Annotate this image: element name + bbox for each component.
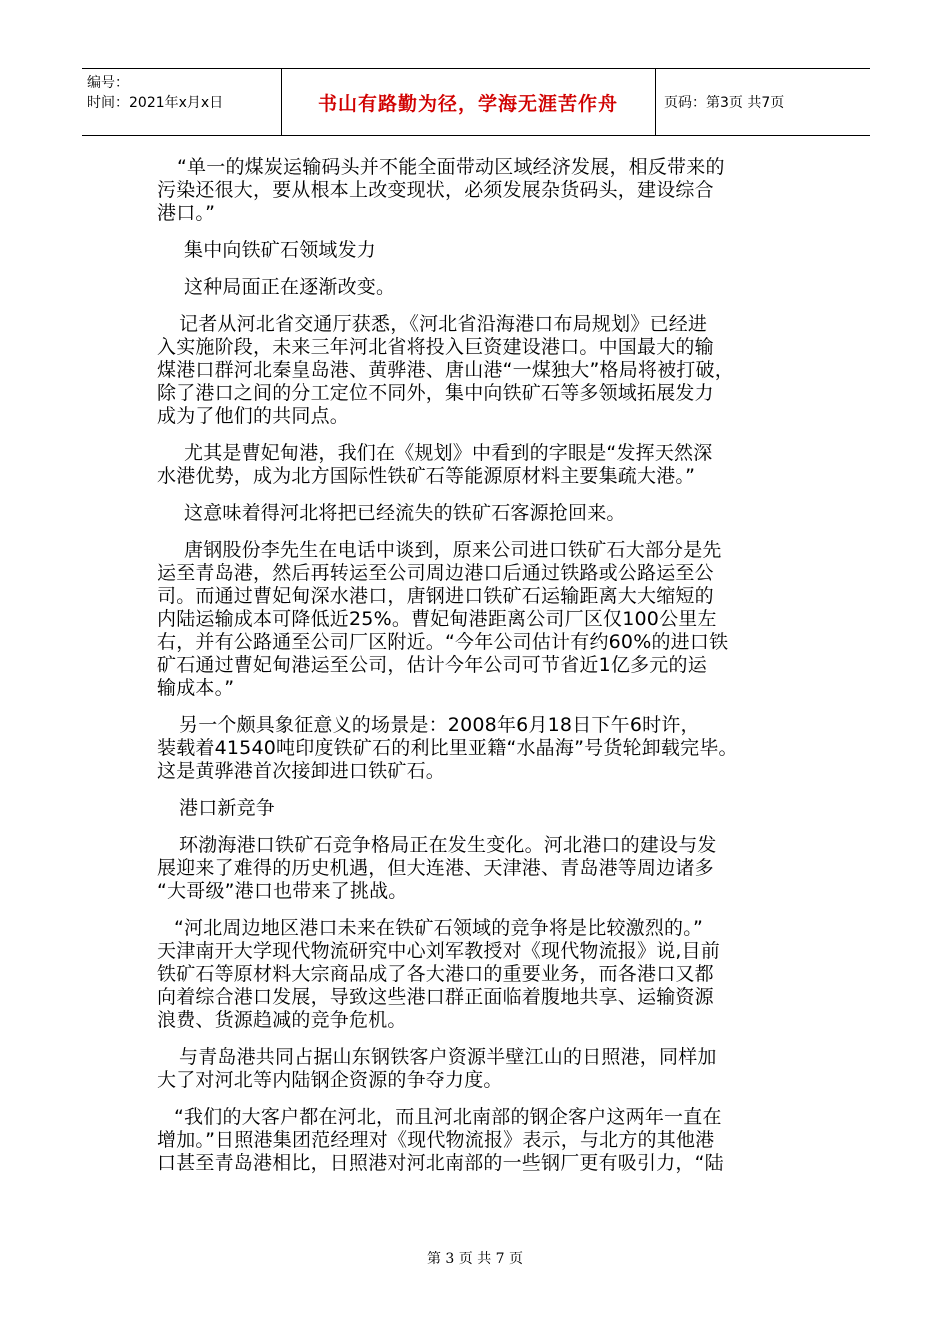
paragraph-line: 集中向铁矿石领域发力: [184, 239, 377, 261]
paragraph-line: 成为了他们的共同点。: [157, 405, 350, 427]
paragraph: [157, 239, 795, 262]
paragraph: [157, 1106, 795, 1175]
serial-number-label: 编号：: [87, 75, 129, 91]
paragraph-line: 这是黄骅港首次接卸进口铁矿石。: [157, 760, 446, 782]
paragraph-line: 输成本。”: [157, 677, 235, 699]
paragraph: [157, 502, 795, 525]
paragraph-line: 右，并有公路通至公司厂区附近。“今年公司估计有约60%的进口铁: [157, 631, 729, 653]
paragraph-line: 与青岛港共同占据山东钢铁客户资源半壁江山的日照港，同样加: [179, 1046, 717, 1068]
header-page-number: 页码：第3页 共7页: [664, 95, 785, 111]
page-footer: 第 3 页 共 7 页: [426, 1251, 524, 1267]
paragraph-line: 内陆运输成本可降低近25%。曹妃甸港距离公司厂区仅100公里左: [157, 608, 717, 630]
paragraph-line: 尤其是曹妃甸港，我们在《规划》中看到的字眼是“发挥天然深: [184, 442, 713, 464]
paragraph-line: 矿石通过曹妃甸港运至公司，估计今年公司可节省近1亿多元的运: [157, 654, 707, 676]
paragraph-line: 唐钢股份李先生在电话中谈到，原来公司进口铁矿石大部分是先: [184, 539, 722, 561]
paragraph: [157, 276, 795, 299]
paragraph-line: “河北周边地区港口未来在铁矿石领域的竞争将是比较激烈的。”: [174, 917, 703, 939]
paragraph-line: 向着综合港口发展，导致这些港口群正面临着腹地共享、运输资源: [157, 986, 714, 1008]
paragraph-line: 天津南开大学现代物流研究中心刘军教授对《现代物流报》说,目前: [157, 940, 721, 962]
paragraph-line: “大哥级”港口也带来了挑战。: [157, 880, 408, 902]
paragraph-line: 记者从河北省交通厅获悉，《河北省沿海港口布局规划》已经进: [179, 313, 708, 335]
paragraph-line: 大了对河北等内陆钢企资源的争夺力度。: [157, 1069, 503, 1091]
paragraph-line: 增加。”日照港集团范经理对《现代物流报》表示，与北方的其他港: [157, 1129, 715, 1151]
paragraph-line: 装载着41540吨印度铁矿石的利比里亚籍“水晶海”号货轮卸载完毕。: [157, 737, 738, 759]
paragraph: [157, 834, 795, 903]
time-label: 时间：2021年x月x日: [87, 95, 224, 111]
paragraph: [157, 156, 795, 225]
paragraph-line: 污染还很大，要从根本上改变现状，必须发展杂货码头，建设综合: [157, 179, 714, 201]
paragraph-line: 这种局面正在逐渐改变。: [184, 276, 396, 298]
document-body: [157, 156, 795, 1189]
paragraph-line: 口甚至青岛港相比，日照港对河北南部的一些钢厂更有吸引力，“陆: [157, 1152, 724, 1174]
paragraph-line: 港口新竞争: [179, 797, 276, 819]
paragraph: [157, 1046, 795, 1092]
paragraph-line: 运至青岛港，然后再转运至公司周边港口后通过铁路或公路运至公: [157, 562, 714, 584]
paragraph-line: 入实施阶段，未来三年河北省将投入巨资建设港口。中国最大的输: [157, 336, 714, 358]
paragraph: [157, 917, 795, 1032]
header-motto: 书山有路勤为径，学海无涯苦作舟: [317, 92, 618, 115]
paragraph-line: “我们的大客户都在河北，而且河北南部的钢企客户这两年一直在: [174, 1106, 722, 1128]
header-info: [87, 73, 223, 113]
paragraph: [157, 539, 795, 700]
paragraph-line: 除了港口之间的分工定位不同外，集中向铁矿石等多领域拓展发力: [157, 382, 714, 404]
paragraph-line: 煤港口群河北秦皇岛港、黄骅港、唐山港“一煤独大”格局将被打破，: [157, 359, 734, 381]
header-divider: [655, 69, 656, 135]
document-header: [82, 68, 870, 136]
paragraph: [157, 313, 795, 428]
paragraph-line: 水港优势，成为北方国际性铁矿石等能源原材料主要集疏大港。”: [157, 465, 696, 487]
paragraph-line: 这意味着得河北将把已经流失的铁矿石客源抢回来。: [184, 502, 626, 524]
paragraph-line: 展迎来了难得的历史机遇，但大连港、天津港、青岛港等周边诸多: [157, 857, 714, 879]
paragraph-line: 环渤海港口铁矿石竞争格局正在发生变化。河北港口的建设与发: [179, 834, 717, 856]
paragraph: [157, 714, 795, 783]
paragraph-line: 港口。”: [157, 202, 216, 224]
paragraph-line: 另一个颇具象征意义的场景是：2008年6月18日下午6时许，: [179, 714, 700, 736]
paragraph-line: 司。而通过曹妃甸深水港口，唐钢进口铁矿石运输距离大大缩短的: [157, 585, 714, 607]
paragraph: [157, 442, 795, 488]
paragraph-line: 浪费、货源趋减的竞争危机。: [157, 1009, 407, 1031]
paragraph-line: “单一的煤炭运输码头并不能全面带动区域经济发展，相反带来的: [177, 156, 725, 178]
paragraph-line: 铁矿石等原材料大宗商品成了各大港口的重要业务，而各港口又都: [157, 963, 714, 985]
paragraph: [157, 797, 795, 820]
